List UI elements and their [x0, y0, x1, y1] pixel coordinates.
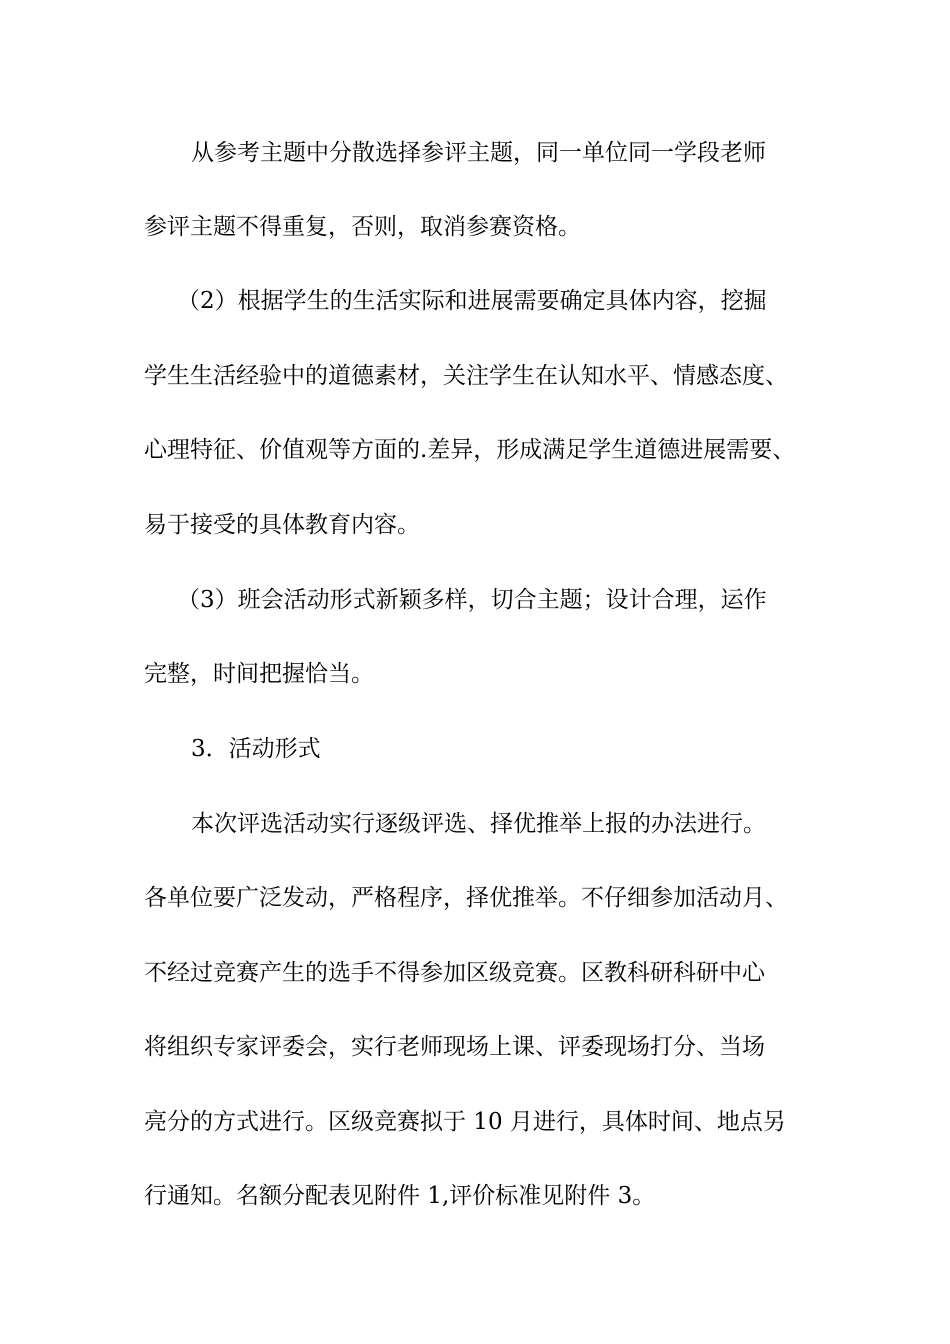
paragraph-line: 本次评选活动实行逐级评选、择优推举上报的办法进行。 [191, 811, 766, 837]
paragraph-line: 亮分的方式进行。区级竞赛拟于 10 月进行，具体时间、地点另 [144, 1109, 786, 1135]
paragraph-line: 心理特征、价值观等方面的.差异，形成满足学生道德进展需要、 [144, 437, 796, 463]
paragraph-line: （3）班会活动形式新颖多样，切合主题；设计合理，运作 [177, 587, 767, 613]
paragraph-line: 将组织专家评委会，实行老师现场上课、评委现场打分、当场 [144, 1034, 765, 1060]
section-heading: 3．活动形式 [191, 736, 321, 762]
paragraph-line: 完整，时间把握恰当。 [144, 661, 374, 687]
paragraph-line: （2）根据学生的生活实际和进展需要确定具体内容，挖掘 [177, 288, 767, 314]
paragraph-line: 易于接受的具体教育内容。 [144, 512, 420, 538]
paragraph-line: 学生生活经验中的道德素材，关注学生在认知水平、情感态度、 [144, 363, 788, 389]
paragraph-line: 行通知。名额分配表见附件 1,评价标准见附件 3。 [144, 1183, 656, 1209]
paragraph-line: 各单位要广泛发动，严格程序，择优推举。不仔细参加活动月、 [144, 885, 788, 911]
paragraph-line: 参评主题不得重复，否则，取消参赛资格。 [144, 214, 581, 240]
paragraph-line: 不经过竞赛产生的选手不得参加区级竞赛。区教科研科研中心 [144, 960, 765, 986]
paragraph-line: 从参考主题中分散选择参评主题，同一单位同一学段老师 [191, 140, 766, 166]
